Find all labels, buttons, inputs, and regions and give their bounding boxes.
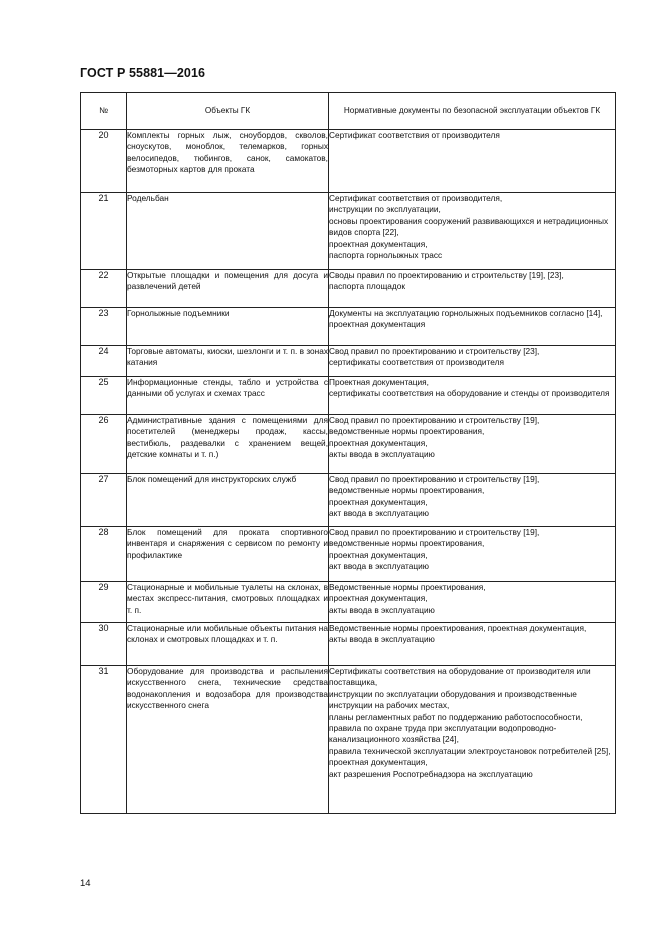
document-line: инструкции по эксплуатации оборудования и производственные инструкции на рабочих местах, <box>329 688 577 711</box>
document-line: планы регламентных работ по поддержанию работоспособности, <box>329 711 583 722</box>
table-row <box>81 193 616 270</box>
document-line: Своды правил по проектированию и строительству [19], [23], <box>329 270 564 280</box>
table-row <box>81 474 616 527</box>
table-header-row <box>81 93 616 130</box>
table-row <box>81 377 616 415</box>
table-row <box>81 623 616 666</box>
documents-cell <box>329 582 616 623</box>
document-line: Ведомственные нормы проектирования, проектная документация, <box>329 623 587 633</box>
row-number: 23 <box>81 308 127 346</box>
row-number: 25 <box>81 377 127 415</box>
row-number: 22 <box>81 270 127 308</box>
document-line: Ведомственные нормы проектирования, <box>329 582 486 592</box>
row-number: 20 <box>81 130 127 193</box>
object-cell: Родельбан <box>127 193 329 270</box>
document-line: Документы на эксплуатацию горнолыжных подъемников согласно [14], <box>329 308 603 318</box>
document-line: сертификаты соответствия на оборудование и стенды от производителя <box>329 388 610 399</box>
document-line: проектная документация, <box>329 437 428 448</box>
document-line: Проектная документация, <box>329 377 429 387</box>
documents-cell <box>329 193 616 270</box>
document-line: проектная документация, <box>329 549 428 560</box>
document-line: Свод правил по проектированию и строительству [19], <box>329 415 540 425</box>
row-number: 26 <box>81 415 127 474</box>
document-line: ведомственные нормы проектирования, <box>329 426 485 437</box>
object-cell: Комплекты горных лыж, сноубордов, скволов, сноускутов, моноблок, телемарков, горных велосипедов, тюбингов, санок, самокатов, безмоторных картов для проката <box>127 130 329 193</box>
document-line: Сертификат соответствия от производителя <box>329 130 500 140</box>
table-row <box>81 270 616 308</box>
table-body <box>81 130 616 814</box>
document-line: Сертификаты соответствия на оборудование от производителя или поставщика, <box>329 666 591 688</box>
column-header-documents: Нормативные документы по безопасной эксплуатации объектов ГК <box>329 93 616 130</box>
column-header-objects: Объекты ГК <box>127 93 329 130</box>
object-cell: Стационарные или мобильные объекты питания на склонах и смотровых площадках и т. п. <box>127 623 329 666</box>
document-line: Свод правил по проектированию и строительству [23], <box>329 346 540 356</box>
object-cell: Административные здания с помещениями для посетителей (менеджеры продаж, кассы, вестибюль, раздевалки с хранением вещей, детские комнаты и т. п.) <box>127 415 329 474</box>
document-line: акт ввода в эксплуатацию <box>329 508 429 519</box>
table-row <box>81 308 616 346</box>
document-line: проектная документация <box>329 319 426 330</box>
table-row <box>81 415 616 474</box>
documents-cell <box>329 527 616 582</box>
document-line: акт ввода в эксплуатацию <box>329 561 429 572</box>
document-line: проектная документация, <box>329 593 428 604</box>
object-cell: Стационарные и мобильные туалеты на склонах, в местах экспресс-питания, смотровых площадках и т. п. <box>127 582 329 623</box>
documents-cell <box>329 270 616 308</box>
document-line: правила по охране труда при эксплуатации водопроводно-канализационного хозяйства [24], <box>329 723 557 745</box>
object-cell: Горнолыжные подъемники <box>127 308 329 346</box>
row-number: 24 <box>81 346 127 377</box>
document-line: ведомственные нормы проектирования, <box>329 485 485 496</box>
documents-cell <box>329 377 616 415</box>
table-row <box>81 527 616 582</box>
row-number: 30 <box>81 623 127 666</box>
documents-cell <box>329 130 616 193</box>
document-line: акт разрешения Роспотребнадзора на эксплуатацию <box>329 768 533 779</box>
documents-cell <box>329 308 616 346</box>
row-number: 21 <box>81 193 127 270</box>
table-row <box>81 666 616 814</box>
document-line: основы проектирования сооружений развивающихся и нетрадиционных видов спорта [22], <box>329 215 609 238</box>
objects-table <box>80 92 616 814</box>
object-cell: Блок помещений для инструкторских служб <box>127 474 329 527</box>
documents-cell <box>329 623 616 666</box>
object-cell: Информационные стенды, табло и устройства с данными об услугах и схемах трасс <box>127 377 329 415</box>
table-row <box>81 130 616 193</box>
object-cell: Открытые площадки и помещения для досуга и развлечений детей <box>127 270 329 308</box>
row-number: 27 <box>81 474 127 527</box>
object-cell: Торговые автоматы, киоски, шезлонги и т. п. в зонах катания <box>127 346 329 377</box>
document-line: правила технической эксплуатации электроустановок потребителей [25], <box>329 745 611 756</box>
document-line: Свод правил по проектированию и строительству [19], <box>329 527 540 537</box>
documents-cell <box>329 666 616 814</box>
document-line: Сертификат соответствия от производителя, <box>329 193 503 203</box>
table-row <box>81 346 616 377</box>
documents-cell <box>329 415 616 474</box>
row-number: 28 <box>81 527 127 582</box>
object-cell: Блок помещений для проката спортивного инвентаря и снаряжения с сервисом по ремонту и профилактике <box>127 527 329 582</box>
row-number: 31 <box>81 666 127 814</box>
page-number: 14 <box>80 878 91 889</box>
documents-cell <box>329 474 616 527</box>
document-line: проектная документация, <box>329 238 428 249</box>
document-line: Свод правил по проектированию и строительству [19], <box>329 474 540 484</box>
document-line: ведомственные нормы проектирования, <box>329 538 485 549</box>
table-row <box>81 582 616 623</box>
documents-cell <box>329 346 616 377</box>
document-line: акты ввода в эксплуатацию <box>329 449 435 460</box>
column-header-number: № <box>81 93 127 130</box>
document-line: паспорта горнолыжных трасс <box>329 250 443 261</box>
object-cell: Оборудование для производства и распыления искусственного снега, технические средства водонакопления и водозабора для производства искусственного снега <box>127 666 329 814</box>
document-line: инструкции по эксплуатации, <box>329 204 441 215</box>
document-line: паспорта площадок <box>329 281 405 292</box>
document-line: акты ввода в эксплуатацию <box>329 604 435 615</box>
document-title: ГОСТ Р 55881—2016 <box>80 66 206 80</box>
document-line: сертификаты соответствия от производителя <box>329 357 504 368</box>
row-number: 29 <box>81 582 127 623</box>
document-line: акты ввода в эксплуатацию <box>329 634 435 645</box>
document-line: проектная документация, <box>329 496 428 507</box>
document-line: проектная документация, <box>329 757 428 768</box>
